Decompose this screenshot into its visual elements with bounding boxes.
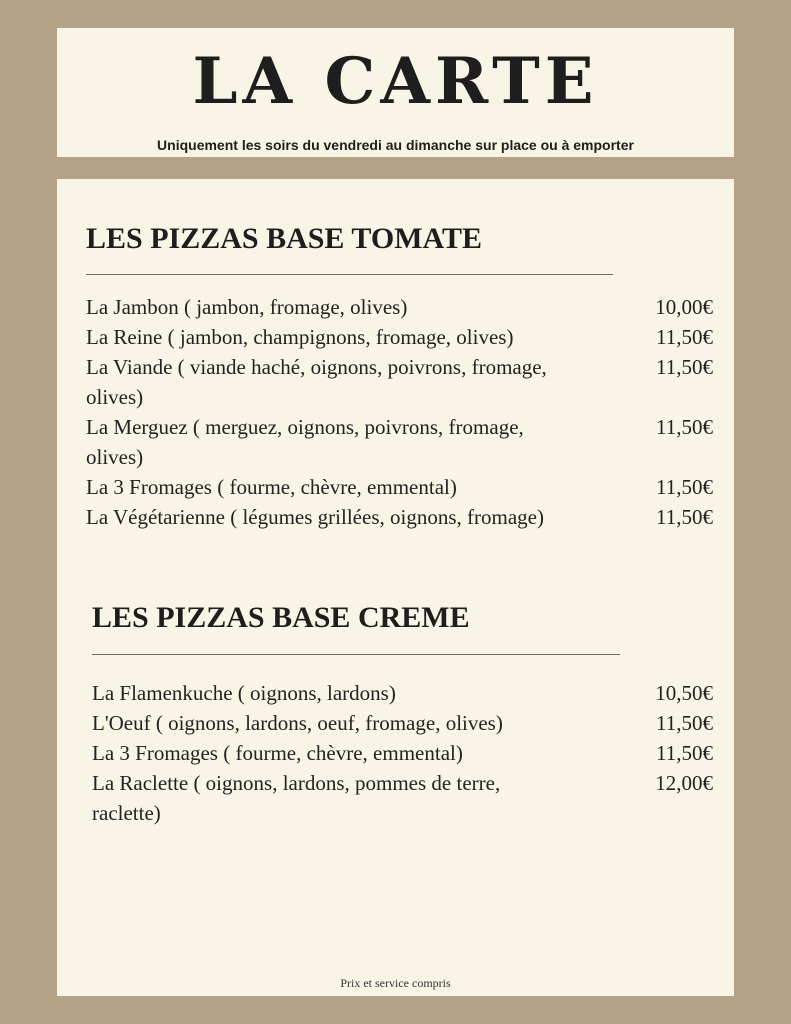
menu-item — [86, 292, 713, 322]
section-title-creme: LES PIZZAS BASE CREME — [92, 601, 470, 634]
menu-item-name: La Reine ( jambon, champignons, fromage, olives) — [86, 325, 514, 349]
menu-list-creme — [92, 678, 713, 828]
menu-item-price: 11,50€ — [656, 741, 713, 765]
menu-item-name: La Végétarienne ( légumes grillées, oignons, fromage) — [86, 505, 544, 529]
menu-list-tomate — [86, 292, 713, 532]
menu-item — [86, 352, 713, 412]
page-subtitle: Uniquement les soirs du vendredi au dimanche sur place ou à emporter — [157, 137, 634, 153]
menu-item-price: 11,50€ — [656, 711, 713, 735]
menu-item-name: La Flamenkuche ( oignons, lardons) — [92, 681, 396, 705]
menu-item-name: La Merguez ( merguez, oignons, poivrons, fromage, olives) — [86, 415, 524, 469]
menu-item-price: 10,50€ — [655, 681, 713, 705]
menu-item-price: 11,50€ — [656, 505, 713, 529]
menu-item-name: La Raclette ( oignons, lardons, pommes de terre, raclette) — [92, 771, 501, 825]
section-divider-tomate — [86, 274, 613, 275]
menu-item — [86, 412, 713, 472]
menu-item — [86, 322, 713, 352]
menu-item — [92, 768, 713, 828]
menu-item — [86, 472, 713, 502]
menu-item-price: 11,50€ — [656, 355, 713, 379]
menu-item-price: 11,50€ — [656, 325, 713, 349]
menu-item-name: La Jambon ( jambon, fromage, olives) — [86, 295, 408, 319]
footer-note: Prix et service compris — [340, 976, 451, 990]
menu-item — [92, 708, 713, 738]
menu-item-name: La 3 Fromages ( fourme, chèvre, emmental) — [92, 741, 463, 765]
menu-item-price: 10,00€ — [655, 295, 713, 319]
menu-item — [92, 738, 713, 768]
menu-item-price: 11,50€ — [656, 415, 713, 439]
menu-item-price: 12,00€ — [655, 771, 713, 795]
menu-item — [92, 678, 713, 708]
section-title-tomate: LES PIZZAS BASE TOMATE — [86, 222, 482, 255]
menu-item — [86, 502, 713, 532]
menu-item-price: 11,50€ — [656, 475, 713, 499]
menu-item-name: L'Oeuf ( oignons, lardons, oeuf, fromage, olives) — [92, 711, 503, 735]
menu-item-name: La Viande ( viande haché, oignons, poivrons, fromage, olives) — [86, 355, 547, 409]
menu-card — [57, 179, 734, 996]
section-divider-creme — [92, 654, 620, 655]
page-title: LA CARTE — [192, 44, 599, 119]
header-card — [57, 28, 734, 157]
menu-item-name: La 3 Fromages ( fourme, chèvre, emmental) — [86, 475, 457, 499]
